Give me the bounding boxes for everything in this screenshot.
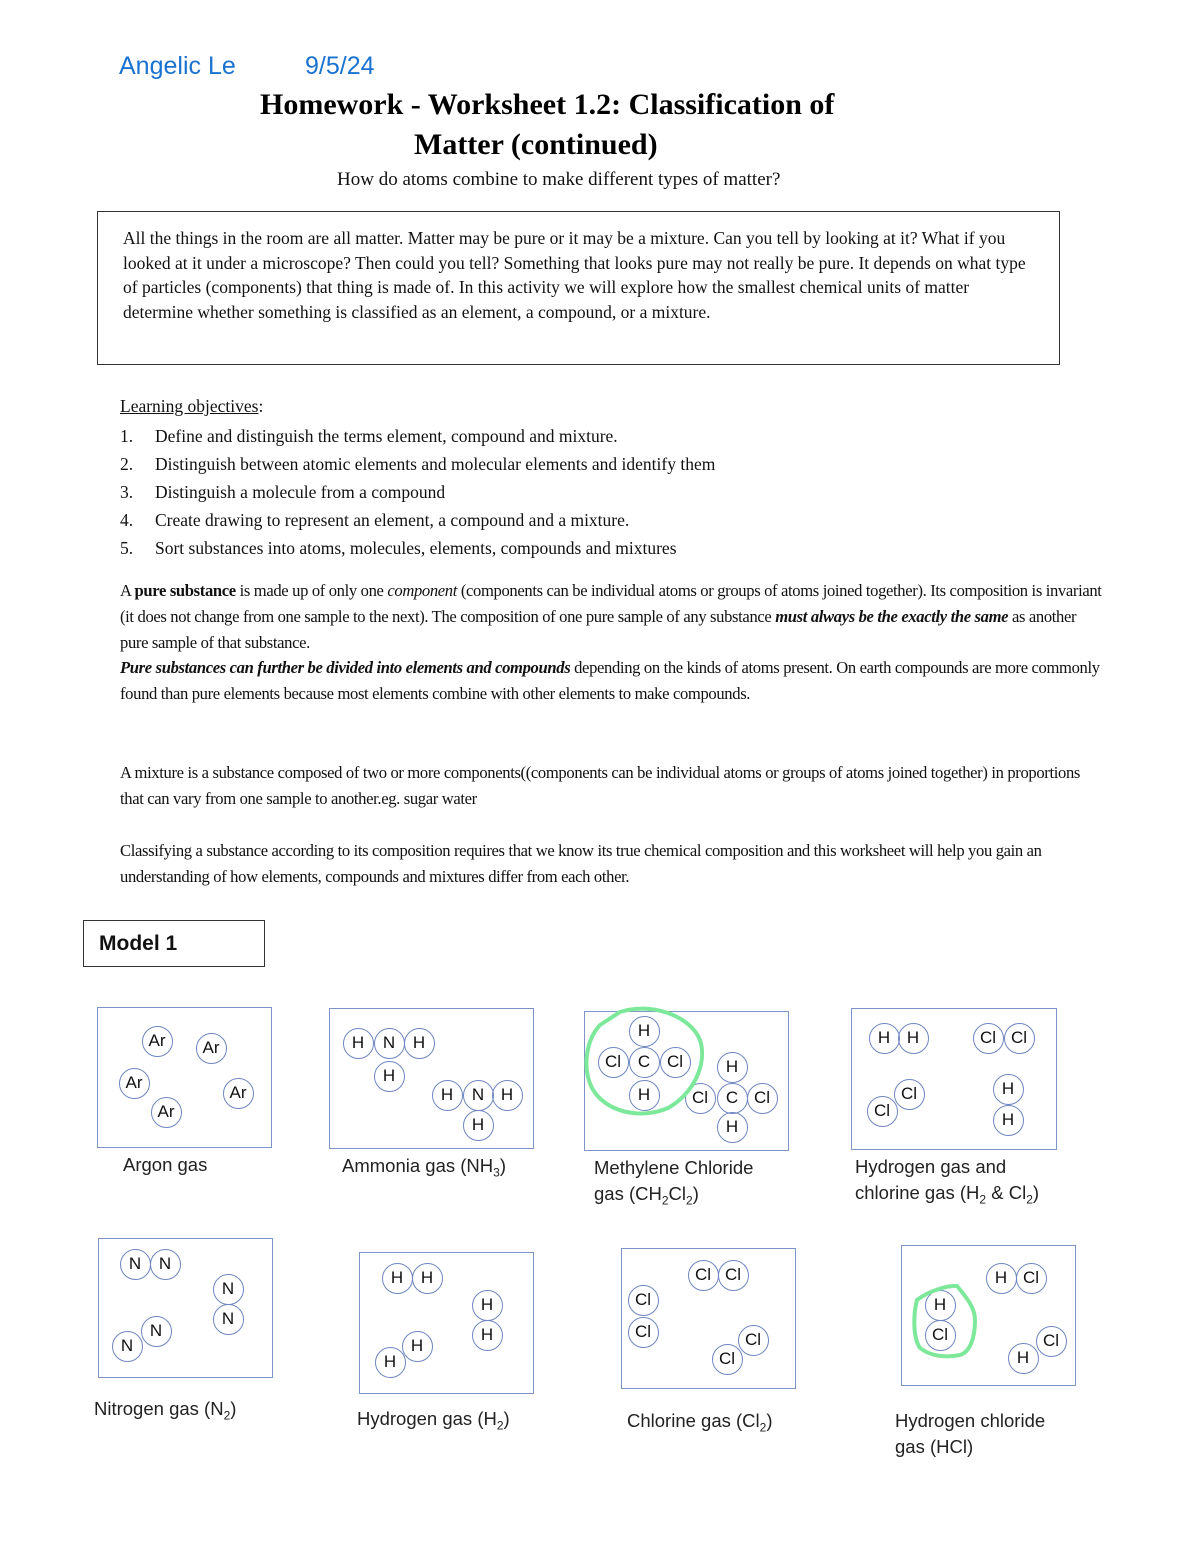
atom-h: H bbox=[343, 1028, 374, 1059]
intro-text: All the things in the room are all matter. Matter may be pure or it may be a mixture. Can you tell by looking at it? What if you looked at it under a microscope? Then could you tell? Something that looks pure may not really be pure. It depends on what type of particles (components) that thing is made of. In this activity we will explore how the smallest chemical units of matter determine whether something is classified as an element, a compound, or a mixture. bbox=[123, 228, 1026, 322]
atom-h: H bbox=[717, 1112, 748, 1143]
page-title-line1: Homework - Worksheet 1.2: Classification of bbox=[260, 88, 835, 121]
atom-cl: Cl bbox=[973, 1023, 1004, 1054]
objective-item bbox=[120, 478, 1020, 506]
atom-cl: Cl bbox=[598, 1047, 629, 1078]
atom-ar: Ar bbox=[223, 1078, 254, 1109]
objective-text: Distinguish a molecule from a compound bbox=[155, 482, 446, 502]
caption-text: chlorine gas (H bbox=[855, 1182, 980, 1203]
atom-cl: Cl bbox=[925, 1320, 956, 1351]
atom-h: H bbox=[432, 1080, 463, 1111]
atom-c: C bbox=[717, 1083, 748, 1114]
pure-substance-term: pure substance bbox=[134, 581, 236, 600]
caption-hydrogen-chloride bbox=[895, 1408, 1045, 1460]
caption-chlorine bbox=[627, 1408, 773, 1441]
intro-box bbox=[97, 211, 1060, 365]
caption-subscript: 3 bbox=[493, 1165, 500, 1180]
atom-cl: Cl bbox=[1036, 1326, 1067, 1357]
emphasis-same: must always be the exactly the same bbox=[775, 606, 1009, 626]
caption-text: ) bbox=[1032, 1182, 1040, 1203]
atom-h: H bbox=[412, 1263, 443, 1294]
objective-text: Sort substances into atoms, molecules, elements, compounds and mixtures bbox=[155, 538, 677, 558]
caption-text: ) bbox=[230, 1398, 237, 1419]
atom-cl: Cl bbox=[1016, 1263, 1047, 1294]
objective-number: 4. bbox=[120, 510, 134, 530]
objective-item bbox=[120, 506, 1020, 534]
student-name: Angelic Le bbox=[119, 52, 236, 80]
atom-ar: Ar bbox=[119, 1068, 150, 1099]
caption-text: Nitrogen gas (N bbox=[94, 1398, 224, 1419]
page-title-line2: Matter (continued) bbox=[414, 128, 658, 161]
atom-h: H bbox=[374, 1061, 405, 1092]
objective-text: Create drawing to represent an element, a compound and a mixture. bbox=[155, 510, 630, 530]
objectives-list bbox=[120, 422, 1020, 562]
caption-text: Hydrogen gas and bbox=[855, 1156, 1007, 1177]
caption-text: Chlorine gas (Cl bbox=[627, 1410, 760, 1431]
atom-h: H bbox=[629, 1016, 660, 1047]
caption-text: ) bbox=[692, 1183, 699, 1204]
atom-ar: Ar bbox=[151, 1097, 182, 1128]
caption-text: Hydrogen chloride bbox=[895, 1410, 1046, 1431]
caption-argon bbox=[123, 1152, 207, 1178]
objective-number: 3. bbox=[120, 482, 134, 502]
objective-number: 1. bbox=[120, 426, 134, 446]
objectives-heading-colon: : bbox=[258, 396, 264, 416]
atom-h: H bbox=[472, 1320, 503, 1351]
atom-n: N bbox=[463, 1080, 494, 1111]
panel-hydrogen-chloride bbox=[901, 1245, 1076, 1386]
caption-text: Hydrogen gas (H bbox=[357, 1408, 497, 1429]
caption-ammonia bbox=[342, 1153, 506, 1186]
caption-nitrogen bbox=[94, 1396, 236, 1429]
atom-n: N bbox=[141, 1316, 172, 1347]
emphasis-divided: Pure substances can further be divided into elements and compounds bbox=[120, 658, 571, 678]
caption-subscript: 2 bbox=[496, 1418, 504, 1433]
atom-h: H bbox=[717, 1052, 748, 1083]
page-subtitle: How do atoms combine to make different types of matter? bbox=[337, 169, 781, 190]
atom-cl: Cl bbox=[718, 1260, 749, 1291]
text: (components can be individual atoms or groups of atoms joined together). Its composition is invariant (it does not change from one sample to the next). The composition of one pure sample of any substance bbox=[120, 581, 1102, 626]
caption-text: ) bbox=[503, 1408, 510, 1429]
caption-text: gas (HCl) bbox=[895, 1436, 974, 1457]
caption-text: Argon gas bbox=[123, 1154, 208, 1175]
atom-n: N bbox=[150, 1249, 181, 1280]
atom-h: H bbox=[463, 1110, 494, 1141]
atom-h: H bbox=[375, 1347, 406, 1378]
date: 9/5/24 bbox=[305, 52, 375, 80]
atom-h: H bbox=[382, 1263, 413, 1294]
atom-cl: Cl bbox=[685, 1083, 716, 1114]
atom-cl: Cl bbox=[747, 1083, 778, 1114]
objective-number: 2. bbox=[120, 454, 134, 474]
caption-text: Cl bbox=[668, 1183, 687, 1204]
caption-text: ) bbox=[766, 1410, 773, 1431]
objective-text: Distinguish between atomic elements and molecular elements and identify them bbox=[155, 454, 716, 474]
atom-h: H bbox=[869, 1023, 900, 1054]
text: depending on the kinds of atoms present. On earth compounds are more commonly found than pure elements because most elements combine with other elements to make compounds. bbox=[120, 658, 1100, 704]
objectives-heading: Learning objectives bbox=[120, 396, 259, 416]
caption-hydrogen-and-chlorine bbox=[855, 1154, 1039, 1213]
atom-cl: Cl bbox=[867, 1096, 898, 1127]
atom-n: N bbox=[112, 1331, 143, 1362]
pure-substance-paragraph bbox=[120, 578, 1105, 707]
caption-hydrogen bbox=[357, 1406, 510, 1439]
objective-item bbox=[120, 450, 1020, 478]
atom-n: N bbox=[213, 1274, 244, 1305]
caption-methylene-chloride bbox=[594, 1155, 753, 1214]
caption-subscript: 2 bbox=[1026, 1192, 1033, 1207]
text: A bbox=[120, 581, 135, 600]
atom-cl: Cl bbox=[894, 1079, 925, 1110]
atom-n: N bbox=[374, 1028, 405, 1059]
atom-n: N bbox=[213, 1304, 244, 1335]
atom-cl: Cl bbox=[628, 1285, 659, 1316]
atom-h: H bbox=[402, 1331, 433, 1362]
caption-subscript: 2 bbox=[686, 1193, 693, 1208]
component-term: component bbox=[387, 581, 458, 600]
atom-h: H bbox=[898, 1023, 929, 1054]
text: is made up of only one bbox=[235, 581, 388, 600]
atom-cl: Cl bbox=[738, 1325, 769, 1356]
caption-text: Methylene Chloride bbox=[594, 1157, 754, 1178]
atom-h: H bbox=[492, 1080, 523, 1111]
objective-item bbox=[120, 422, 1020, 450]
caption-text: ) bbox=[499, 1155, 506, 1176]
atom-h: H bbox=[404, 1028, 435, 1059]
classifying-paragraph: Classifying a substance according to its composition requires that we know its true chemical composition and this worksheet will help you gain an understanding of how elements, compounds and mixtures differ from each other. bbox=[120, 841, 1042, 886]
objective-item bbox=[120, 534, 1020, 562]
atom-h: H bbox=[993, 1105, 1024, 1136]
atom-n: N bbox=[120, 1249, 151, 1280]
caption-text: & Cl bbox=[986, 1182, 1027, 1203]
atom-h: H bbox=[925, 1290, 956, 1321]
atom-h: H bbox=[472, 1290, 503, 1321]
mixture-paragraph: A mixture is a substance composed of two or more components((components can be individual atoms or groups of atoms joined together) in proportions that can vary from one sample to another.eg. sugar water bbox=[120, 763, 1080, 808]
caption-subscript: 2 bbox=[979, 1192, 987, 1207]
atom-cl: Cl bbox=[660, 1047, 691, 1078]
atom-h: H bbox=[1008, 1343, 1039, 1374]
objective-number: 5. bbox=[120, 538, 134, 558]
model-label: Model 1 bbox=[83, 920, 265, 967]
atom-cl: Cl bbox=[712, 1344, 743, 1375]
atom-h: H bbox=[629, 1080, 660, 1111]
panel-methylene-chloride bbox=[584, 1011, 789, 1151]
atom-h: H bbox=[986, 1263, 1017, 1294]
atom-cl: Cl bbox=[688, 1260, 719, 1291]
caption-text: gas (CH bbox=[594, 1183, 662, 1204]
caption-subscript: 2 bbox=[223, 1408, 231, 1423]
learning-objectives bbox=[120, 394, 1020, 562]
caption-text: Ammonia gas (NH bbox=[342, 1155, 494, 1176]
text: as another pure sample of that substance. bbox=[120, 606, 1077, 652]
caption-subscript: 2 bbox=[661, 1193, 669, 1208]
objective-text: Define and distinguish the terms element, compound and mixture. bbox=[155, 426, 618, 446]
atom-cl: Cl bbox=[628, 1317, 659, 1348]
atom-c: C bbox=[629, 1047, 660, 1078]
atom-ar: Ar bbox=[196, 1033, 227, 1064]
caption-subscript: 2 bbox=[759, 1420, 767, 1435]
atom-cl: Cl bbox=[1004, 1023, 1035, 1054]
atom-h: H bbox=[993, 1074, 1024, 1105]
atom-ar: Ar bbox=[142, 1026, 173, 1057]
